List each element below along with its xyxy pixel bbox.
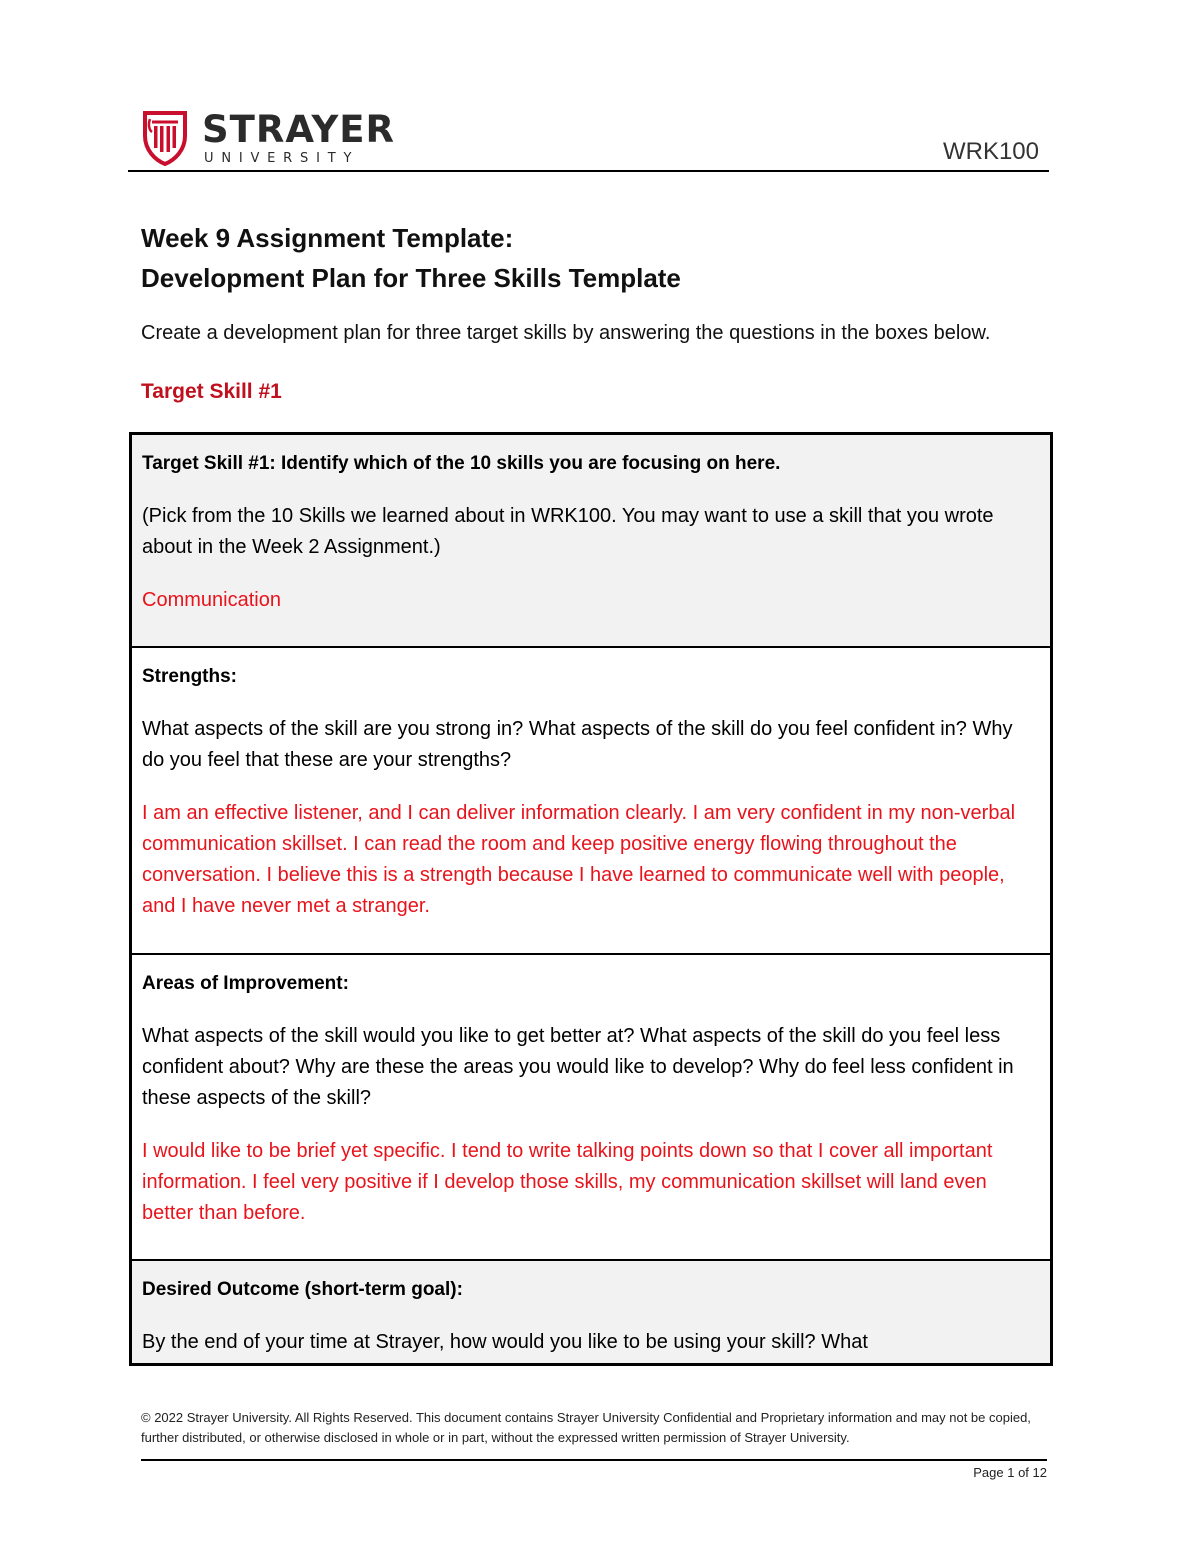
title-line-1: Week 9 Assignment Template:	[141, 223, 514, 253]
target-skill-label: Target Skill #1: Identify which of the 10 skills you are focusing on here.	[142, 453, 781, 474]
target-skill-answer[interactable]: Communication	[142, 589, 281, 611]
course-code: WRK100	[942, 138, 1039, 165]
page-title	[141, 218, 681, 298]
table-row-target-skill	[132, 435, 1050, 648]
logo-subtitle: UNIVERSITY	[204, 151, 360, 166]
footer-divider	[141, 1459, 1047, 1461]
table-row-strengths	[132, 648, 1050, 955]
strengths-label: Strengths:	[142, 666, 237, 687]
title-line-2: Development Plan for Three Skills Template	[141, 263, 681, 293]
copyright-notice: © 2022 Strayer University. All Rights Reserved. This document contains Strayer University Confidential and Proprietary information and may not be copied, further distributed, or otherwise disclosed in whole or in part, without the expressed written permission of Strayer University.	[141, 1410, 1031, 1445]
table-row-outcome	[132, 1261, 1050, 1363]
improvement-answer[interactable]: I would like to be brief yet specific. I tend to write talking points down so that I cover all important information. I feel very positive if I develop those skills, my communication skillset will land even better than before.	[142, 1140, 993, 1224]
outcome-prompt: By the end of your time at Strayer, how would you like to be using your skill? What	[142, 1331, 868, 1353]
strengths-answer[interactable]: I am an effective listener, and I can deliver information clearly. I am very confident in my non-verbal communication skillset. I can read the room and keep positive energy flowing throughout the conversation. I believe this is a strength because I have learned to communicate well with people, and I have never met a stranger.	[142, 802, 1016, 917]
logo-wordmark: STRAYER	[202, 108, 396, 151]
improvement-prompt: What aspects of the skill would you like to get better at? What aspects of the skill do you feel less confident about? Why are these the areas you would like to develop? Why do feel less confident in these aspects of the skill?	[142, 1025, 1014, 1109]
intro-text: Create a development plan for three target skills by answering the questions in the boxes below.	[141, 322, 991, 344]
strengths-prompt: What aspects of the skill are you strong in? What aspects of the skill do you feel confident in? Why do you feel that these are your strengths?	[142, 718, 1013, 771]
outcome-label: Desired Outcome (short-term goal):	[142, 1279, 463, 1300]
improvement-label: Areas of Improvement:	[142, 973, 349, 994]
page-header	[128, 104, 1049, 172]
target-skill-prompt: (Pick from the 10 Skills we learned about in WRK100. You may want to use a skill that you wrote about in the Week 2 Assignment.)	[142, 505, 994, 558]
strayer-logo	[142, 108, 396, 168]
shield-icon	[142, 110, 188, 166]
section-heading: Target Skill #1	[141, 380, 282, 403]
page-number: Page 1 of 12	[973, 1465, 1047, 1480]
table-row-improvement	[132, 955, 1050, 1261]
skill-plan-table	[129, 432, 1053, 1366]
